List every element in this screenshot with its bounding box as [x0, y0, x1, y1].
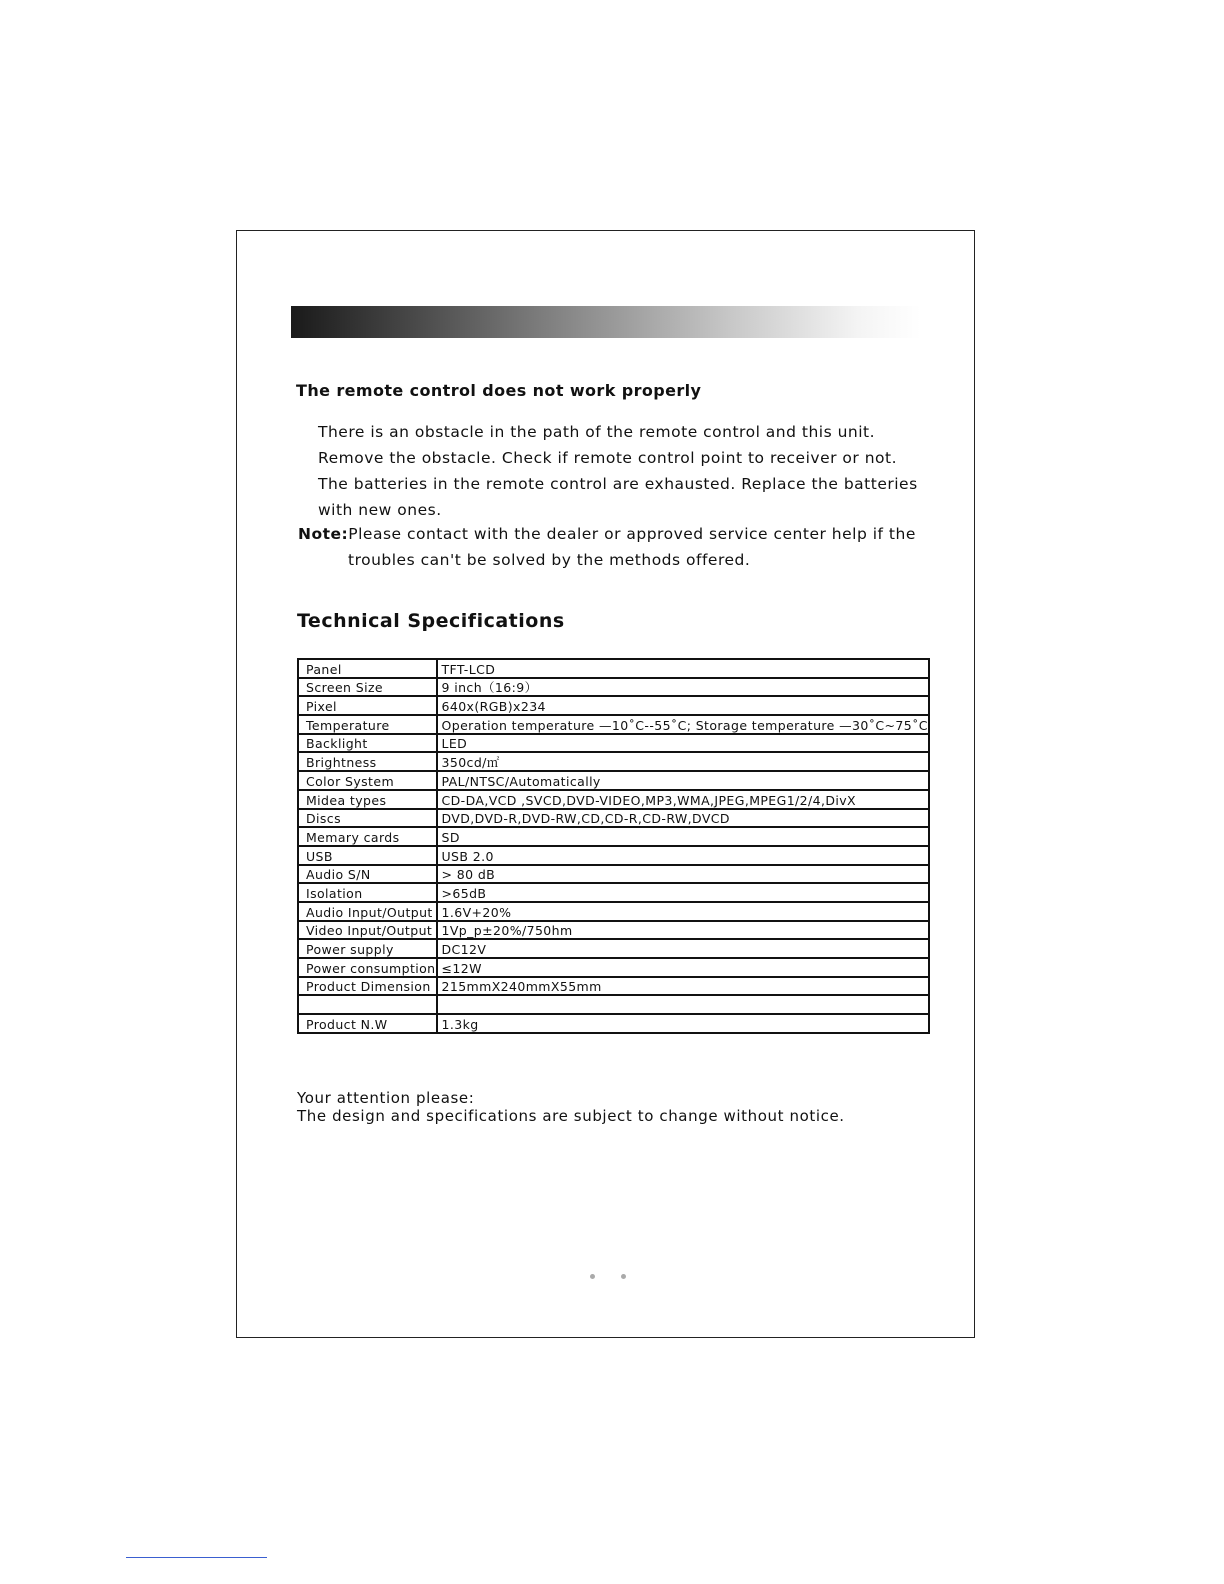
spec-value: SD: [437, 827, 929, 846]
section-header-bar: [291, 306, 921, 338]
spec-row: [298, 902, 929, 921]
spec-label: Color System: [298, 771, 437, 790]
dot-icon: [590, 1274, 595, 1279]
spec-row: [298, 939, 929, 958]
spec-row: [298, 790, 929, 809]
spec-value: 1Vp_p±20%/750hm: [437, 921, 929, 940]
spec-value: DVD,DVD-R,DVD-RW,CD,CD-R,CD-RW,DVCD: [437, 809, 929, 828]
spec-value: PAL/NTSC/Automatically: [437, 771, 929, 790]
note-label: Note:: [298, 525, 349, 543]
spec-label: Product N.W: [298, 1014, 437, 1033]
spec-value: TFT-LCD: [437, 659, 929, 678]
troubleshooting-line: There is an obstacle in the path of the remote control and this unit.: [318, 423, 876, 441]
spec-value: CD-DA,VCD ,SVCD,DVD-VIDEO,MP3,WMA,JPEG,MPEG1/2/4,DivX: [437, 790, 929, 809]
spec-label: Pixel: [298, 696, 437, 715]
troubleshooting-line: The batteries in the remote control are exhausted. Replace the batteries: [318, 475, 918, 493]
spec-row: [298, 865, 929, 884]
spec-label: Isolation: [298, 883, 437, 902]
spec-value: 1.6V+20%: [437, 902, 929, 921]
attention-note: [297, 1089, 845, 1125]
specs-heading: Technical Specifications: [297, 610, 565, 632]
spec-row: [298, 734, 929, 753]
spec-label: USB: [298, 846, 437, 865]
spec-label: Audio S/N: [298, 865, 437, 884]
spec-label: Midea types: [298, 790, 437, 809]
dot-icon: [621, 1274, 626, 1279]
spec-row: [298, 696, 929, 715]
spec-label: Discs: [298, 809, 437, 828]
spec-row: [298, 752, 929, 771]
spec-label: Power supply: [298, 939, 437, 958]
spec-row: [298, 678, 929, 697]
note-text-continued: troubles can't be solved by the methods offered.: [348, 551, 751, 569]
spec-value: Operation temperature —10˚C--55˚C; Storage temperature —30˚C~75˚C: [437, 715, 929, 734]
spec-value: DC12V: [437, 939, 929, 958]
spec-label: Screen Size: [298, 678, 437, 697]
spec-value: 215mmX240mmX55mm: [437, 977, 929, 996]
spec-row: [298, 995, 929, 1014]
specs-table: [297, 658, 930, 1034]
spec-value: USB 2.0: [437, 846, 929, 865]
spec-label: Audio Input/Output: [298, 902, 437, 921]
spec-row: [298, 883, 929, 902]
spec-row: [298, 827, 929, 846]
spec-label: Panel: [298, 659, 437, 678]
spec-label: Power consumption: [298, 958, 437, 977]
spec-row: [298, 977, 929, 996]
spec-row: [298, 921, 929, 940]
spec-value: 1.3kg: [437, 1014, 929, 1033]
spec-row: [298, 715, 929, 734]
attention-text: The design and specifications are subject to change without notice.: [297, 1107, 845, 1125]
spec-row: [298, 771, 929, 790]
spec-label: Product Dimension: [298, 977, 437, 996]
spec-value: 350cd/㎡: [437, 752, 929, 771]
spec-value: [437, 995, 929, 1014]
spec-label: Video Input/Output: [298, 921, 437, 940]
spec-row: [298, 846, 929, 865]
spec-value: ≤12W: [437, 958, 929, 977]
footer-rule: [126, 1557, 267, 1558]
spec-value: LED: [437, 734, 929, 753]
spec-label: Temperature: [298, 715, 437, 734]
spec-label: Brightness: [298, 752, 437, 771]
spec-row: [298, 659, 929, 678]
spec-row: [298, 958, 929, 977]
spec-label: [298, 995, 437, 1014]
note-text: Please contact with the dealer or approved service center help if the: [348, 525, 916, 543]
spec-value: 9 inch（16:9）: [437, 678, 929, 697]
attention-title: Your attention please:: [297, 1089, 475, 1107]
troubleshooting-line: with new ones.: [318, 501, 442, 519]
spec-value: >65dB: [437, 883, 929, 902]
spec-row: [298, 1014, 929, 1033]
spec-label: Backlight: [298, 734, 437, 753]
spec-label: Memary cards: [298, 827, 437, 846]
troubleshooting-heading: The remote control does not work properly: [296, 381, 702, 400]
troubleshooting-line: Remove the obstacle. Check if remote control point to receiver or not.: [318, 449, 898, 467]
spec-row: [298, 809, 929, 828]
note: [298, 525, 916, 543]
spec-value: 640x(RGB)x234: [437, 696, 929, 715]
spec-value: > 80 dB: [437, 865, 929, 884]
